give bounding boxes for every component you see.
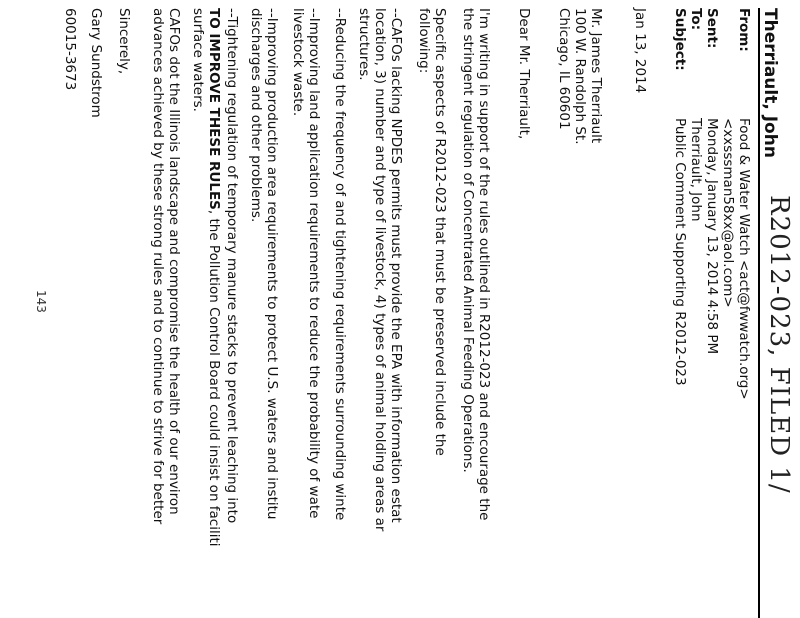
sent-label: Sent: — [704, 8, 720, 49]
letter-date: Jan 13, 2014 — [632, 8, 648, 94]
from-label: From: — [736, 8, 752, 52]
bullet-line: discharges and other problems. — [248, 8, 264, 223]
emphasis-line-2: surface waters. — [190, 8, 206, 112]
intro-line: the stringent regulation of Concentrated Animal Feeding Operations. — [460, 8, 476, 473]
specific-line: following: — [416, 8, 432, 74]
bullet-line: location, 3) number and type of livestock, 4) types of animal holding areas ar — [372, 8, 388, 532]
salutation: Dear Mr. Therriault, — [516, 8, 532, 140]
emphasis-line — [206, 8, 222, 547]
bullet-line: --Improving production area requirements to protect U.S. waters and institu — [264, 8, 280, 520]
closing-line: advances achieved by these strong rules and to continue to strive for better — [150, 8, 166, 525]
to-label: To: — [688, 8, 704, 31]
address-line: Chicago, IL 60601 — [556, 8, 572, 130]
zip-code: 60015-3673 — [62, 8, 78, 91]
bullet-line: livestock waste. — [290, 8, 306, 117]
closing-line: CAFOs dot the Illinois landscape and compromise the health of our environ — [166, 8, 182, 515]
bullet-line: --Reducing the frequency of and tightening requirements surrounding winte — [332, 8, 348, 521]
intro-line: I'm writing in support of the rules outlined in R2012-023 and encourage the — [476, 8, 492, 521]
header-divider — [758, 8, 760, 618]
address-line: Mr. James Therriault — [588, 8, 604, 144]
subject-value: Public Comment Supporting R2012-023 — [672, 118, 688, 386]
bullet-line: --Improving land application requirements to reduce the probability of wate — [306, 8, 322, 519]
signoff: Sincerely, — [116, 8, 132, 75]
bullet-line: --Tightening regulation of temporary manure stacks to prevent leaching into — [224, 8, 240, 524]
bullet-line: --CAFOs lacking NPDES permits must provide the EPA with information estat — [388, 8, 404, 523]
sender-name-heading: Therriault, John — [760, 8, 780, 158]
sent-value: Monday, January 13, 2014 4:58 PM — [704, 118, 720, 355]
page-number: 143 — [34, 290, 48, 313]
from-value: Food & Water Watch <act@fwwatch.org> — [736, 118, 752, 400]
to-value: Therriault, John — [688, 118, 704, 222]
signer-name: Gary Sundstrom — [88, 8, 104, 118]
from-email-value: <xxsssman58xx@aol.com> — [720, 118, 736, 308]
emphasis-caps: TO IMPROVE THESE RULES — [206, 8, 222, 210]
specific-line: Specific aspects of R2012-023 that must be preserved include the — [432, 8, 448, 456]
bullet-line: structures. — [356, 8, 372, 81]
subject-label: Subject: — [672, 8, 688, 71]
filing-stamp: R2012-023, FILED 1/ — [764, 195, 794, 494]
address-line: 100 W. Randolph St. — [572, 8, 588, 145]
emphasis-rest: , the Pollution Control Board could insist on faciliti — [206, 209, 222, 547]
